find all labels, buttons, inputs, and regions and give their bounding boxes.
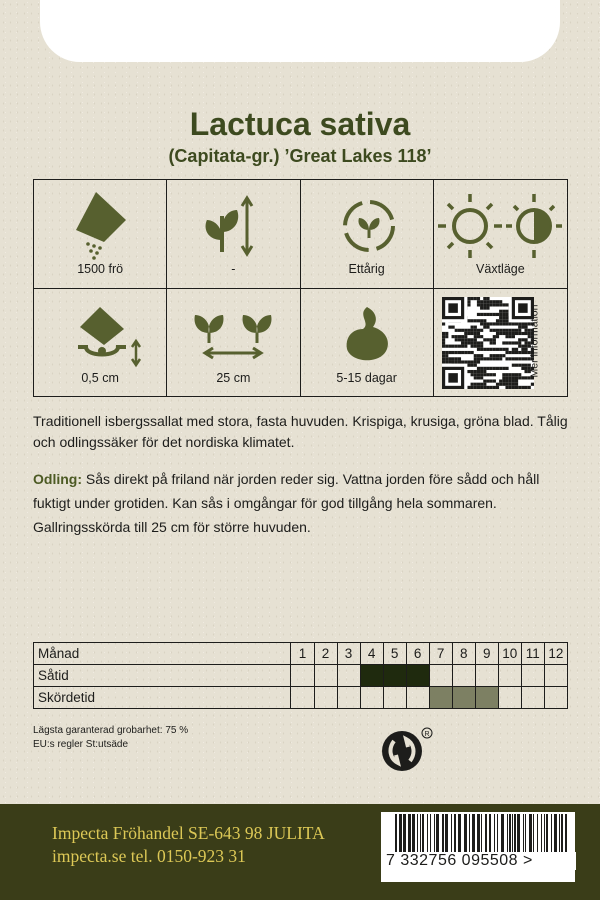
- calendar-cell: [314, 665, 337, 687]
- month-11: 11: [521, 643, 544, 665]
- calendar-cell: [429, 665, 452, 687]
- calendar-cell: [360, 687, 383, 709]
- calendar-cell: [337, 665, 360, 687]
- barcode-bars: [381, 812, 575, 854]
- calendar-cell: [521, 687, 544, 709]
- calendar-cell: [475, 687, 498, 709]
- calendar-cell: [406, 687, 429, 709]
- calendar-cell: [406, 665, 429, 687]
- month-5: 5: [383, 643, 406, 665]
- info-icon-grid: [33, 179, 568, 397]
- calendar-cell: [475, 665, 498, 687]
- company-contact: impecta.se tel. 0150-923 31: [52, 846, 246, 866]
- calendar-cell: [291, 665, 314, 687]
- calendar-cell: [337, 687, 360, 709]
- calendar-row-harvest: [34, 687, 568, 709]
- info-cell-depth: [34, 289, 167, 397]
- info-cell-seeds: [34, 180, 167, 289]
- month-9: 9: [475, 643, 498, 665]
- info-cell-spacing: [167, 289, 300, 397]
- info-label: Ettårig: [348, 262, 385, 276]
- calendar-cell: [429, 687, 452, 709]
- svg-text:R: R: [424, 731, 430, 738]
- sowing-calendar: [33, 642, 568, 709]
- info-label: 25 cm: [216, 371, 251, 385]
- cultivation-text: Sås direkt på friland när jorden reder sig. Vattna jorden före sådd och håll fuktigt under grotiden. Kan sås i omgångar för god tillgång hela sommaren. Gallringsskörda till 25 cm för större huvuden.: [33, 471, 540, 535]
- green-dot-icon: [380, 727, 434, 780]
- harvest-label: Skördetid: [34, 687, 291, 709]
- calendar-cell: [314, 687, 337, 709]
- germination-guarantee: Lägsta garanterad grobarhet: 75 %: [33, 725, 189, 736]
- info-cell-qr[interactable]: [434, 289, 567, 397]
- barcode-number: 7 332756 095508 >: [386, 852, 576, 870]
- calendar-cell: [452, 687, 475, 709]
- fine-print: [33, 724, 188, 752]
- calendar-cell: [291, 687, 314, 709]
- month-1: 1: [291, 643, 314, 665]
- barcode: [381, 812, 575, 882]
- month-2: 2: [314, 643, 337, 665]
- page-title: Lactuca sativa: [189, 106, 411, 142]
- month-3: 3: [337, 643, 360, 665]
- month-8: 8: [452, 643, 475, 665]
- calendar-cell: [383, 687, 406, 709]
- sowing-label: Såtid: [34, 665, 291, 687]
- cultivation-heading: Odling:: [33, 471, 82, 487]
- month-label: Månad: [34, 643, 291, 665]
- calendar-cell: [521, 665, 544, 687]
- info-label: 0,5 cm: [81, 371, 119, 385]
- info-cell-annual: [301, 180, 434, 289]
- more-info-label: Mer information: [528, 304, 541, 378]
- calendar-row-sowing: [34, 665, 568, 687]
- cultivation-instructions: [33, 467, 578, 539]
- info-cell-sun: [434, 180, 567, 289]
- calendar-header-row: [34, 643, 568, 665]
- info-label: 5-15 dagar: [336, 371, 397, 385]
- month-7: 7: [429, 643, 452, 665]
- calendar-cell: [498, 687, 521, 709]
- page-subtitle: (Capitata-gr.) ’Great Lakes 118’: [168, 146, 432, 166]
- info-label: 1500 frö: [77, 262, 124, 276]
- info-cell-germination: [301, 289, 434, 397]
- calendar-cell: [452, 665, 475, 687]
- calendar-cell: [360, 665, 383, 687]
- calendar-cell: [544, 687, 567, 709]
- company-address: Impecta Fröhandel SE-643 98 JULITA: [52, 823, 325, 843]
- month-12: 12: [544, 643, 567, 665]
- month-4: 4: [360, 643, 383, 665]
- packet-top-cutout: [40, 0, 560, 62]
- info-label: Växtläge: [476, 262, 525, 276]
- product-description: Traditionell isbergssallat med stora, fasta huvuden. Krispiga, krusiga, gröna blad. Tålig och odlingssäker för det nordiska klimatet.: [33, 413, 568, 450]
- month-10: 10: [498, 643, 521, 665]
- calendar-cell: [498, 665, 521, 687]
- info-label: -: [231, 262, 236, 276]
- info-cell-height: [167, 180, 300, 289]
- month-6: 6: [406, 643, 429, 665]
- eu-regulation: EU:s regler St:utsäde: [33, 739, 129, 750]
- calendar-cell: [383, 665, 406, 687]
- qr-code-icon[interactable]: [442, 297, 534, 389]
- calendar-cell: [544, 665, 567, 687]
